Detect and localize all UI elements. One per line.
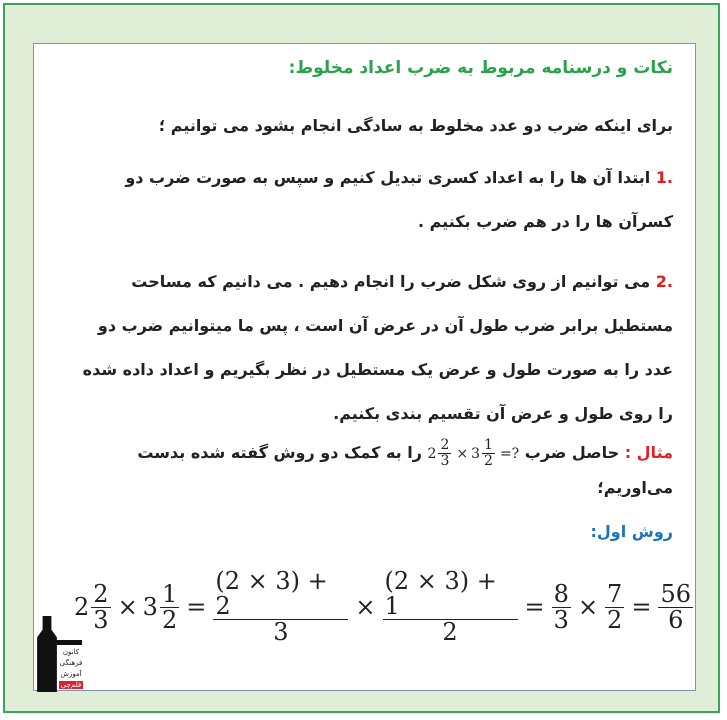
example-expression: 2 $\frac{2}{3}$ × 3 $\frac{1}{2}$ =? bbox=[427, 437, 520, 469]
example-label: مثال bbox=[636, 443, 673, 462]
teacher-figure-icon bbox=[36, 616, 58, 692]
method-heading: روش اول: bbox=[590, 522, 673, 541]
list-item-1: .1 ابتدا آن ها را به اعداد کسری تبدیل کنیم و سپس به صورت ضرب دو کسرآن ها را در هم ضرب بکنیم . bbox=[125, 168, 673, 231]
item-number: .1 bbox=[655, 168, 673, 187]
item-number: .2 bbox=[655, 272, 673, 291]
pointer-arm-icon bbox=[54, 640, 82, 645]
list-item-2: .2 می توانیم از روی شکل ضرب را انجام دهیم . می دانیم که مساحت مستطیل برابر ضرب طول آن در عرض آن است ، پس ما میتوانیم ضرب دو عدد را به صورت طول و عرض یک مستطیل در نظر بگیریم و اعداد داده شده را روی طول و عرض آن تقسیم بندی بکنیم. bbox=[82, 272, 673, 423]
intro-text: برای اینکه ضرب دو عدد مخلوط به سادگی انجام بشود می توانیم ؛ bbox=[158, 116, 673, 135]
outer-frame bbox=[3, 3, 720, 713]
example: مثال : حاصل ضرب 2 $\frac{2}{3}$ × 3 $\frac{1}{2}$ =? را به کمک دو روش گفته شده بدست می‌اوریم؛ bbox=[137, 437, 673, 497]
section-title: نکات و درسنامه مربوط به ضرب اعداد مخلوط: bbox=[288, 58, 673, 78]
publisher-logo: کانون فرهنگی آموزش قلم‌چی bbox=[36, 616, 84, 692]
content-card bbox=[33, 43, 696, 691]
solution-equation: 2 $\frac{2}{3}$ × 3 $\frac{1}{2}$ = $\frac{(2 \times 3) + 2}{3}$ × $\frac{(2 \times 3) + 1}{2}$ = $\frac{8}{3}$ × $\frac{7}{2}$ = $\frac{56}{6}$ bbox=[74, 567, 691, 647]
